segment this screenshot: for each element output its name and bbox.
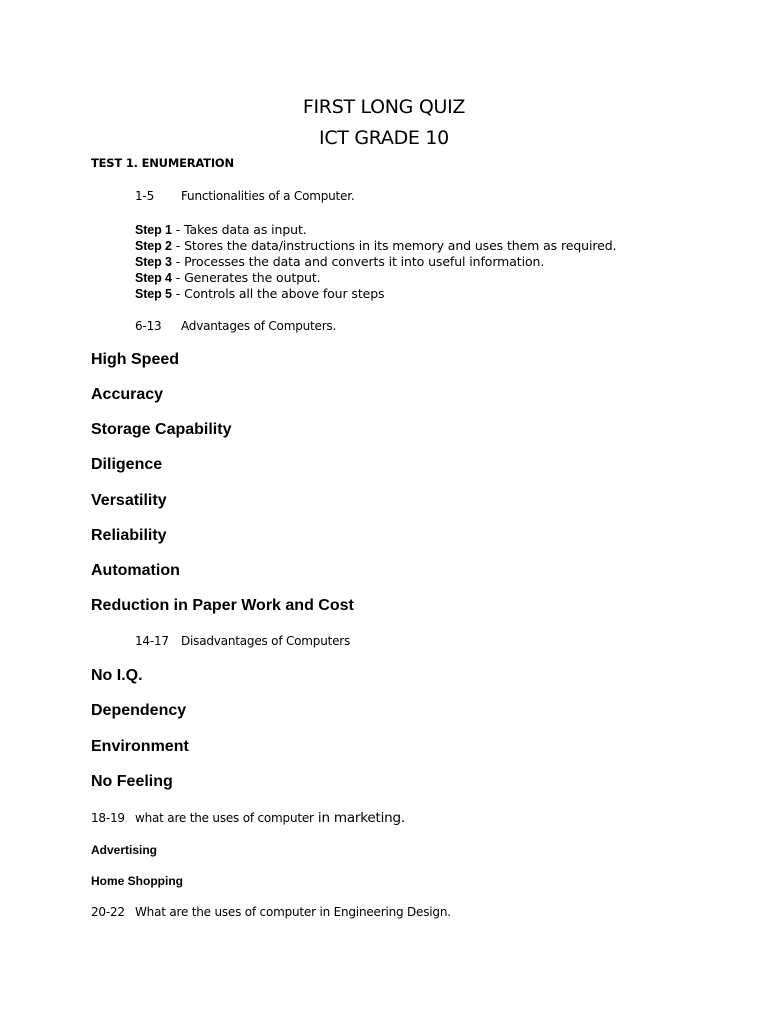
section-number: 1-5 [135, 189, 154, 203]
section-functionalities [135, 189, 354, 203]
step-text: - Generates the output. [171, 270, 321, 285]
section-label: Functionalities of a Computer. [181, 189, 355, 203]
section-label-tail: in marketing. [313, 810, 405, 826]
section-advantages [135, 319, 336, 333]
step-text: - Stores the data/instructions in its memory and uses them as required. [171, 238, 617, 253]
section-disadvantages [135, 634, 350, 648]
section-label: What are the uses of computer in Engineering Design. [135, 905, 451, 919]
step-label: Step 2 [135, 239, 172, 253]
test-heading: TEST 1. ENUMERATION [91, 156, 234, 170]
advantage-item: High Speed [91, 351, 180, 368]
step-line-1 [135, 222, 307, 237]
section-label: what are the uses of computer [135, 811, 314, 825]
section-number: 14-17 [135, 634, 169, 648]
advantage-item: Reliability [91, 527, 167, 544]
step-text: - Processes the data and converts it into useful information. [171, 254, 545, 269]
disadvantage-item: Environment [91, 738, 189, 755]
disadvantage-item: Dependency [91, 702, 187, 719]
grade-title: ICT GRADE 10 [319, 127, 449, 149]
step-line-3 [135, 254, 544, 269]
step-text: - Takes data as input. [171, 222, 307, 237]
section-number: 20-22 [91, 905, 125, 919]
section-label: Disadvantages of Computers [181, 634, 351, 648]
quiz-title: FIRST LONG QUIZ [302, 96, 466, 118]
disadvantage-item: No I.Q. [91, 667, 143, 684]
advantage-item: Storage Capability [91, 421, 232, 438]
section-engineering [91, 905, 451, 919]
advantage-item: Versatility [91, 492, 167, 509]
section-marketing [91, 810, 405, 826]
section-label: Advantages of Computers. [181, 319, 337, 333]
marketing-use-item: Advertising [91, 843, 158, 857]
step-line-5 [135, 286, 384, 301]
step-label: Step 1 [135, 223, 172, 237]
step-line-4 [135, 270, 321, 285]
step-text: - Controls all the above four steps [171, 286, 385, 301]
advantage-item: Automation [91, 562, 180, 579]
disadvantage-item: No Feeling [91, 773, 173, 790]
marketing-use-item: Home Shopping [91, 874, 183, 888]
step-label: Step 3 [135, 255, 172, 269]
step-label: Step 4 [135, 271, 172, 285]
advantage-item: Accuracy [91, 386, 164, 403]
step-label: Step 5 [135, 287, 172, 301]
advantage-item: Reduction in Paper Work and Cost [91, 597, 354, 614]
advantage-item: Diligence [91, 456, 163, 473]
section-number: 6-13 [135, 319, 162, 333]
step-line-2 [135, 238, 616, 253]
section-number: 18-19 [91, 811, 125, 825]
